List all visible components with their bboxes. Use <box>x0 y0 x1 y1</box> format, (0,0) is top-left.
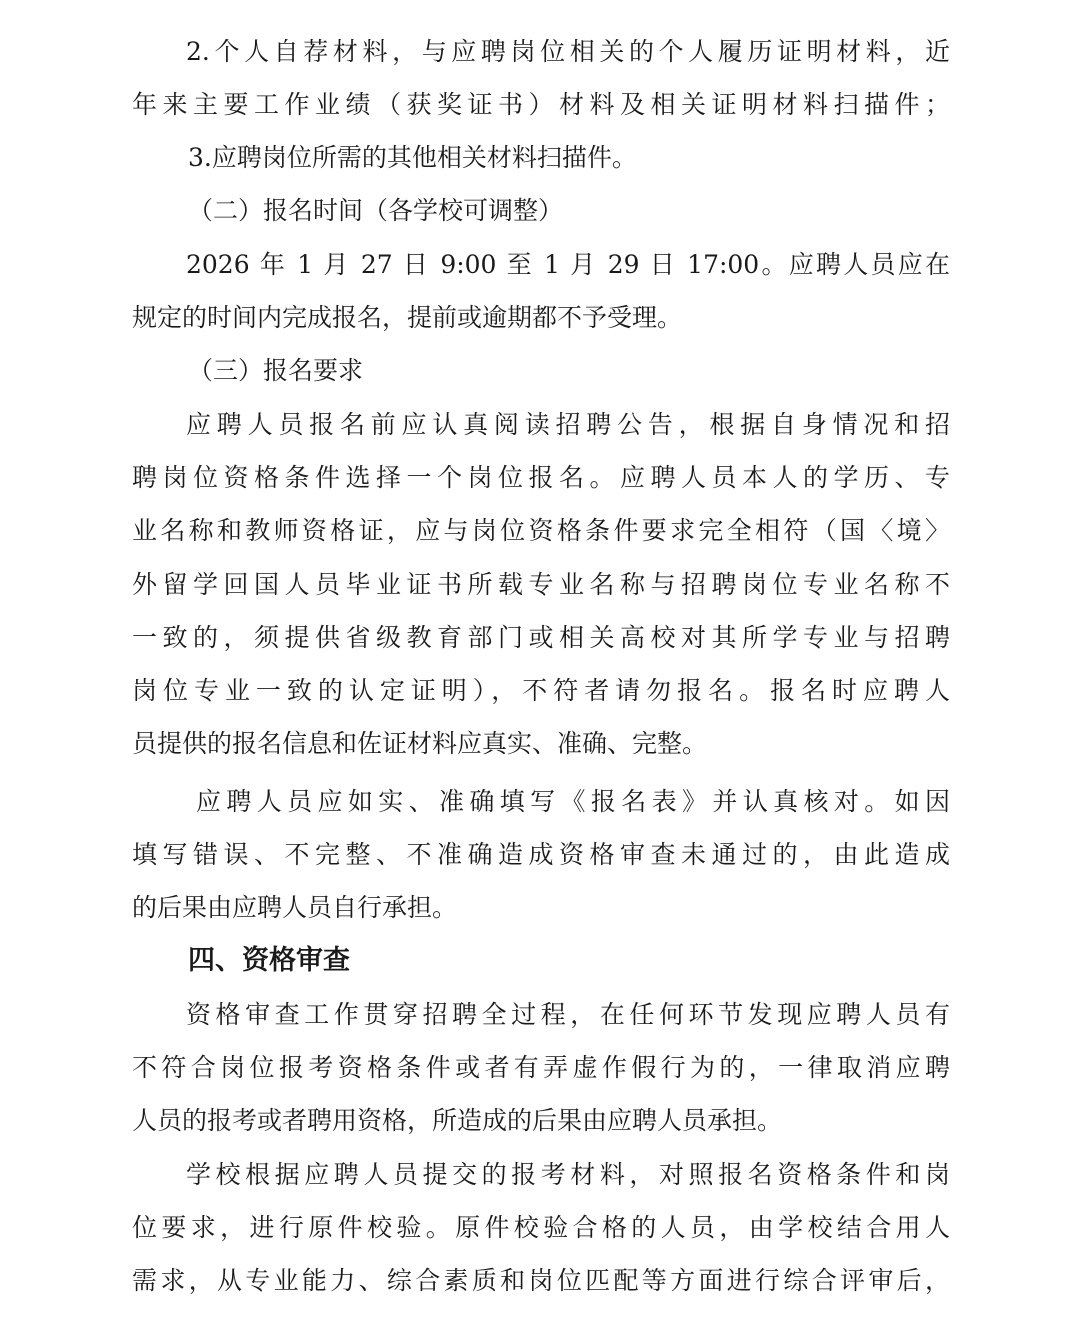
review-p2-line-1: 学校根据应聘人员提交的报考材料，对照报名资格条件和岗 <box>186 1160 950 1189</box>
review-p1-line-2: 不符合岗位报考资格条件或者有弄虚作假行为的，一律取消应聘 <box>132 1053 950 1082</box>
registration-time-line-1: 2026 年 1 月 27 日 9:00 至 1 月 29 日 17:00。应聘人员应在 <box>186 250 950 279</box>
requirements-p1-line-4: 外留学回国人员毕业证书所载专业名称与招聘岗位专业名称不 <box>132 570 950 599</box>
section-registration-requirements-heading: （三）报名要求 <box>188 356 364 385</box>
requirements-p2-line-1: 应聘人员应如实、准确填写《报名表》并认真核对。如因 <box>196 787 950 816</box>
item-2-line-2: 年来主要工作业绩（获奖证书）材料及相关证明材料扫描件； <box>132 90 950 119</box>
requirements-p2-line-3: 的后果由应聘人员自行承担。 <box>132 893 458 922</box>
requirements-p1-line-5: 一致的，须提供省级教育部门或相关高校对其所学专业与招聘 <box>132 623 950 652</box>
item-2-line-1: 2.个人自荐材料，与应聘岗位相关的个人履历证明材料，近 <box>186 37 950 66</box>
review-p2-line-2: 位要求，进行原件校验。原件校验合格的人员，由学校结合用人 <box>132 1213 950 1242</box>
requirements-p1-line-2: 聘岗位资格条件选择一个岗位报名。应聘人员本人的学历、专 <box>132 463 950 492</box>
review-p2-line-3: 需求，从专业能力、综合素质和岗位匹配等方面进行综合评审后， <box>132 1266 950 1295</box>
requirements-p1-line-6: 岗位专业一致的认定证明），不符者请勿报名。报名时应聘人 <box>132 676 950 705</box>
requirements-p2-line-2: 填写错误、不完整、不准确造成资格审查未通过的，由此造成 <box>132 840 950 869</box>
section-qualification-review-heading: 四、资格审查 <box>188 945 350 976</box>
requirements-p1-line-7: 员提供的报名信息和佐证材料应真实、准确、完整。 <box>132 729 708 758</box>
review-p1-line-1: 资格审查工作贯穿招聘全过程，在任何环节发现应聘人员有 <box>186 1000 950 1029</box>
registration-time-line-2: 规定的时间内完成报名，提前或逾期都不予受理。 <box>132 303 683 332</box>
section-registration-time-heading: （二）报名时间（各学校可调整） <box>188 196 564 225</box>
requirements-p1-line-3: 业名称和教师资格证，应与岗位资格条件要求完全相符（国〈境〉 <box>132 516 950 545</box>
item-3-line-1: 3.应聘岗位所需的其他相关材料扫描件。 <box>188 143 637 172</box>
requirements-p1-line-1: 应聘人员报名前应认真阅读招聘公告，根据自身情况和招 <box>186 410 950 439</box>
review-p1-line-3: 人员的报考或者聘用资格，所造成的后果由应聘人员承担。 <box>132 1106 783 1135</box>
